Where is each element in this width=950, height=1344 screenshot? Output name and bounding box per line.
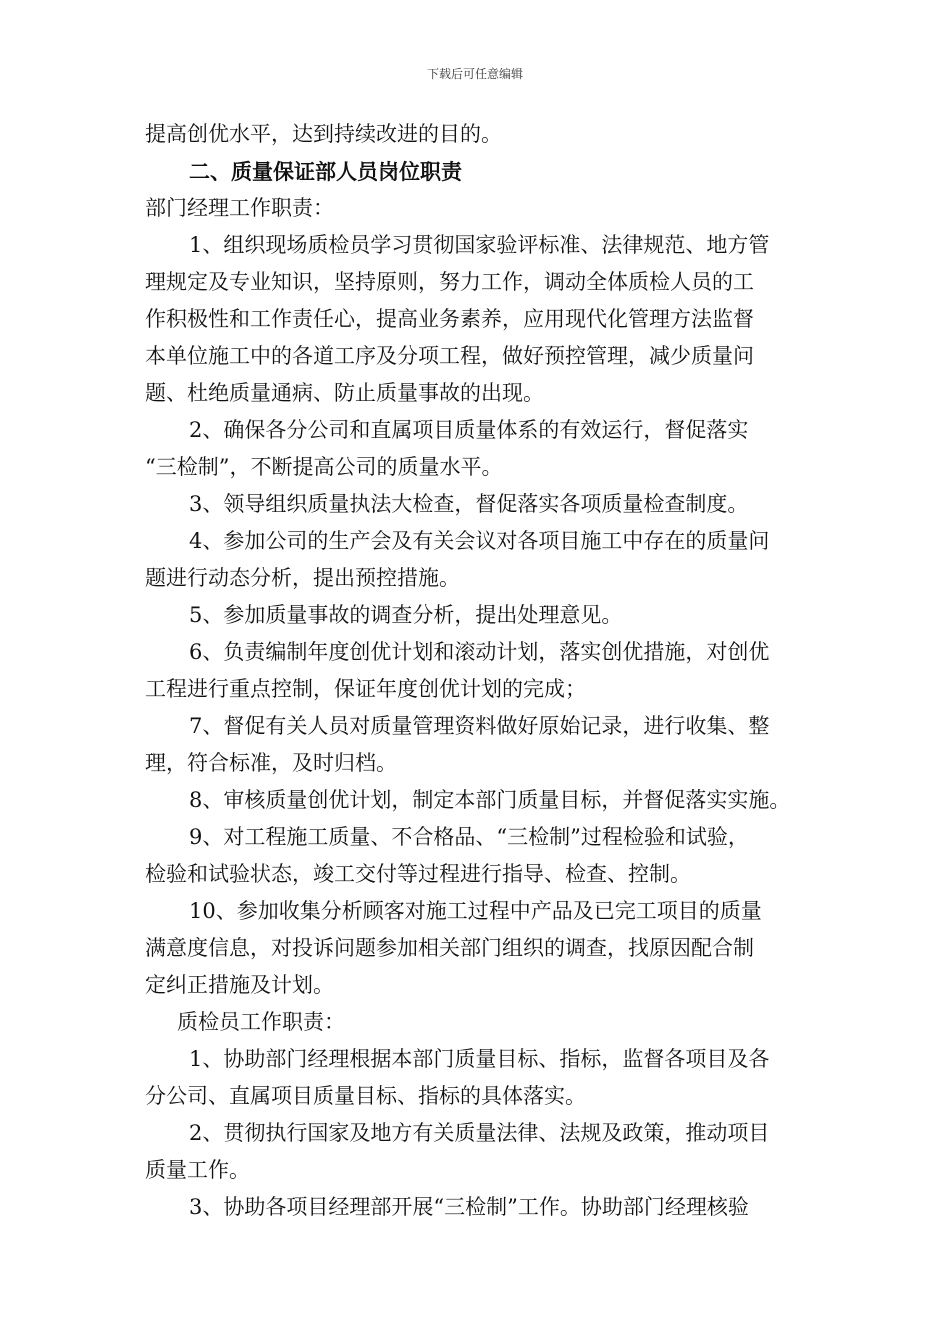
paragraph-line: 4、参加公司的生产会及有关会议对各项目施工中存在的质量问 — [189, 529, 770, 553]
subsection-title-inspector: 质检员工作职责： — [177, 1010, 345, 1034]
paragraph-line: 提高创优水平，达到持续改进的目的。 — [145, 122, 502, 146]
paragraph-line: 9、对工程施工质量、不合格品、“三检制”过程检验和试验， — [189, 825, 749, 849]
paragraph-line: 3、协助各项目经理部开展“三检制”工作。协助部门经理核验 — [189, 1195, 749, 1219]
paragraph-line: 1、协助部门经理根据本部门质量目标、指标，监督各项目及各 — [189, 1047, 770, 1071]
subsection-title-manager: 部门经理工作职责： — [145, 196, 334, 220]
paragraph-line: 工程进行重点控制，保证年度创优计划的完成； — [145, 677, 586, 701]
paragraph-line: 检验和试验状态，竣工交付等过程进行指导、检查、控制。 — [145, 862, 691, 886]
document-body — [145, 116, 810, 1226]
paragraph-line: 题进行动态分析，提出预控措施。 — [145, 566, 460, 590]
page-header: 下载后可任意编辑 — [426, 67, 523, 81]
paragraph-line: 本单位施工中的各道工序及分项工程，做好预控管理，减少质量问 — [145, 344, 754, 368]
paragraph-line: 7、督促有关人员对质量管理资料做好原始记录，进行收集、整 — [189, 714, 770, 738]
paragraph-line: 满意度信息，对投诉问题参加相关部门组织的调查，找原因配合制 — [145, 936, 754, 960]
paragraph-line: 3、领导组织质量执法大检查，督促落实各项质量检查制度。 — [189, 492, 749, 516]
paragraph-line: 2、确保各分公司和直属项目质量体系的有效运行，督促落实 — [189, 418, 749, 442]
section-heading: 二、质量保证部人员岗位职责 — [189, 159, 462, 184]
paragraph-line: 作积极性和工作责任心，提高业务素养，应用现代化管理方法监督 — [145, 307, 754, 331]
paragraph-line: 1、组织现场质检员学习贯彻国家验评标准、法律规范、地方管 — [189, 233, 770, 257]
paragraph-line: 理规定及专业知识，坚持原则，努力工作，调动全体质检人员的工 — [145, 270, 754, 294]
paragraph-line: 题、杜绝质量通病、防止质量事故的出现。 — [145, 381, 544, 405]
paragraph-line: 6、负责编制年度创优计划和滚动计划，落实创优措施，对创优 — [189, 640, 770, 664]
paragraph-line: 10、参加收集分析顾客对施工过程中产品及已完工项目的质量 — [189, 899, 762, 923]
paragraph-line: 质量工作。 — [145, 1158, 250, 1182]
paragraph-line: 理，符合标准，及时归档。 — [145, 751, 397, 775]
paragraph-line: “三检制”，不断提高公司的质量水平。 — [145, 455, 503, 479]
paragraph-line: 分公司、直属项目质量目标、指标的具体落实。 — [145, 1084, 586, 1108]
paragraph-line: 定纠正措施及计划。 — [145, 973, 334, 997]
paragraph-line: 8、审核质量创优计划，制定本部门质量目标，并督促落实实施。 — [189, 788, 791, 812]
paragraph-line: 2、贯彻执行国家及地方有关质量法律、法规及政策，推动项目 — [189, 1121, 770, 1145]
paragraph-line: 5、参加质量事故的调查分析，提出处理意见。 — [189, 603, 623, 627]
